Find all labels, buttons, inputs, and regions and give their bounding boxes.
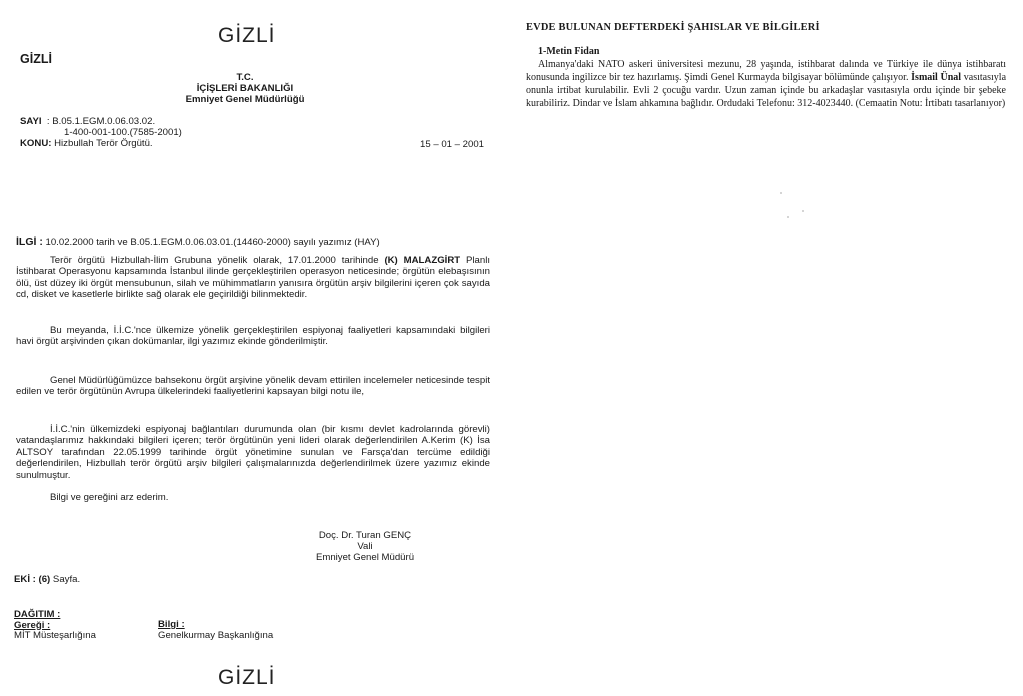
classification-bottom: GİZLİ: [218, 666, 276, 689]
sayi-label: SAYI: [20, 116, 42, 127]
bilgi-value: Genelkurmay Başkanlığına: [158, 629, 274, 641]
signatory-name: Doç. Dr. Turan GENÇ: [318, 530, 412, 541]
para1-bold: (K) MALAZGİRT: [384, 255, 461, 266]
letterhead-directorate: Emniyet Genel Müdürlüğü: [185, 94, 305, 105]
classification-left: GİZLİ: [20, 52, 52, 66]
letterhead-tc: T.C.: [236, 72, 254, 83]
bilgi-block: [158, 620, 273, 641]
signature-block: [290, 530, 440, 563]
ilgi-value: 10.02.2000 tarih ve B.05.1.EGM.0.06.03.01.(14460-2000) sayılı yazımız (HAY): [45, 237, 380, 248]
transcript-title: EVDE BULUNAN DEFTERDEKİ ŞAHISLAR VE BİLGİLERİ: [526, 22, 820, 33]
notebook-transcript-page: [512, 0, 1023, 696]
ilgi-label: İLGİ :: [16, 236, 43, 248]
document-date: 15 – 01 – 2001: [420, 139, 485, 150]
letterhead-ministry: İÇİŞLERİ BAKANLIĞI: [196, 83, 294, 94]
reference-block: [20, 116, 182, 149]
para1-text-a: Terör örgütü Hizbullah-İlim Grubuna yönelik olarak, 17.01.2000 tarihinde: [50, 255, 385, 266]
entry-text-b: vasıtasıyla onunla irtibat kurulabilir. Evli 2 çocuğu vardır. Uzun zaman içinde bu arkadaşlar vasıtasıyla ordu içinde bir şebeke kurabiliriz. Dindar ve İslam ahkamına bağlıdır. Ordudaki Telefonu: 312-4023440. (Cemaatin Notu: İrtibatı tasarlanıyor): [526, 72, 1007, 109]
entry-heading: 1-Metin Fidan: [538, 46, 600, 57]
eki-value: Sayfa.: [50, 574, 81, 585]
paragraph-1: [16, 255, 490, 301]
signatory-title: Vali: [357, 541, 373, 552]
paragraph-closing: Bilgi ve gereğini arz ederim.: [50, 492, 169, 503]
sayi-value-2: 1-400-001-100.(7585-2001): [64, 127, 182, 138]
paragraph-2: Bu meyanda, İ.İ.C.'nce ülkemize yönelik gerçekleştirilen espiyonaj faaliyetleri kapsamındaki bilgileri havi örgüt arşivinden çıkan dokümanlar, ilgi yazımız ekinde gönderilmiştir.: [16, 325, 490, 348]
entry-bold-name: İsmail Ünal: [911, 72, 962, 83]
entry-text-a: Almanya'daki NATO askeri üniversitesi mezunu, 28 yaşında, istihbarat dalında ve Türkiye ile dünya istihbaratı konusunda ingilizce bir tez hazırlamış. Şimdi Genel Kurmayda bilgisayar bölümünde çalışıyor.: [526, 59, 1006, 83]
para1-text-b: Planlı İstihbarat Operasyonu kapsamında İstanbul ilinde gerçekleştirilen operasyon neticesinde; örgütün elebaşısının ölü, üst düzey iki örgüt mensubunun, silah ve mühimmatların yanısıra örgütün arşiv bilgilerini içeren çok sayıda cd, disket ve kasetlerle birlikte sağ olarak ele geçirildiği bilinmektedir.: [16, 255, 490, 301]
scan-speck: [780, 192, 782, 194]
signatory-position: Emniyet Genel Müdürü: [315, 552, 415, 563]
ilgi-line: [16, 236, 380, 248]
konu-label: KONU:: [20, 138, 52, 149]
classification-top: GİZLİ: [218, 24, 276, 47]
scan-speck: [787, 216, 789, 218]
paragraph-4: İ.İ.C.'nin ülkemizdeki espiyonaj bağlantıları durumunda olan (bir kısmı devlet kadrolarında görevli) vatandaşlarımız hakkındaki bilgileri içeren; terör örgütünün yeni lideri olarak değerlendirilen A.Kerim (K) İsa ALTSOY tarafından 22.05.1999 tarihinde örgüt yönetimine sunulan ve Farsça'dan tercüme edildiği değerlendirilen, Hizbullah terör örgütü arşiv bilgileri çalışmalarınızda değerlendirilmek üzere yazımız ekinde sunulmuştur.: [16, 424, 490, 481]
sayi-value: : B.05.1.EGM.0.06.03.02.: [46, 116, 156, 127]
konu-value: Hizbullah Terör Örgütü.: [54, 138, 153, 149]
entry-text: [526, 58, 1006, 110]
attachment-line: [14, 574, 80, 585]
dagitim-label: DAĞITIM :: [14, 609, 61, 620]
paragraph-3: Genel Müdürlüğümüzce bahsekonu örgüt arşivine yönelik devam ettirilen incelemeler neticesinde tespit edilen ve terör örgütünün Avrupa ülkelerindeki faaliyetlerini kapsayan bilgi notu ile,: [16, 375, 490, 398]
distribution-block: [14, 610, 96, 642]
letterhead: [150, 72, 340, 105]
geregi-label: Gereği :: [14, 619, 51, 631]
geregi-value: MİT Müsteşarlığına: [14, 630, 96, 641]
eki-label: EKİ : (6): [14, 574, 51, 585]
bilgi-label: Bilgi :: [158, 619, 185, 630]
scan-speck: [802, 210, 804, 212]
